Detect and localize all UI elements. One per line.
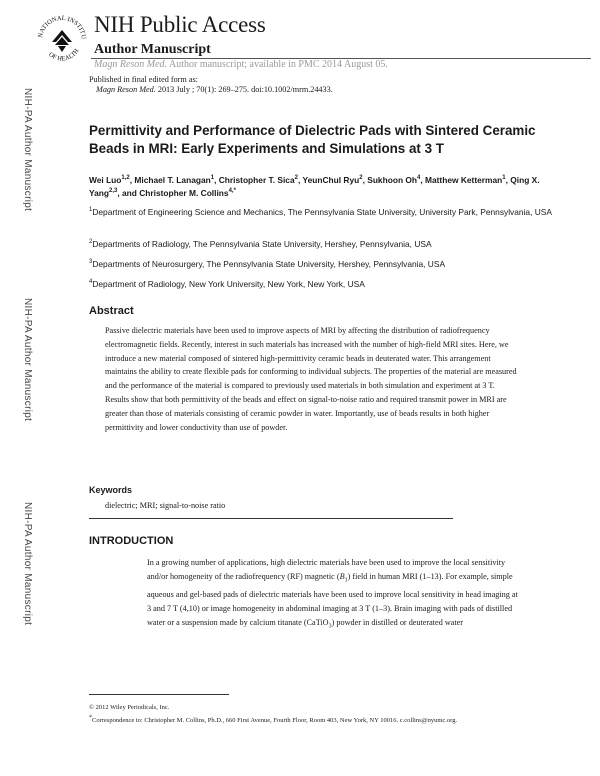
affiliation-3: $^3$Departments of Neurosurgery, The Pennsylvania State University, Hershey, Pennsylvania, USA (89, 259, 446, 269)
introduction-body: In a growing number of applications, high dielectric materials have been used to improve the local sensitivity and/or homogeneity of the radiofrequency (RF) magnetic $(B_1)$ field in human MRI (1–13). For example, simple aqueous and gel-based pads of dielectric materials have been used to improve local sensitivity in head imaging at 3 and 7 T (4,10) or image homogeneity in abdominal imaging at 3 T (1–3). Brain imaging with pads of distilled water or a suspension made by calcium titanate (CaTiO$_3$) powder in distilled or deuterated water (147, 558, 518, 630)
published-label: Published in final edited form as: (89, 75, 198, 84)
logo-text-of-health: OF HEALTH (47, 47, 81, 63)
logo-text-national: NATIONAL (37, 14, 66, 39)
author-list: Wei Luo$^{1,2}$, Michael T. Lanagan$^1$, Christopher T. Sica$^2$, YeunChul Ryu$^2$, Sukhoon Oh$^4$, Matthew Ketterman$^1$, Qing X. Yang$^{2,3}$, and Christopher M. Collins$^{4,*}$ (89, 175, 540, 198)
affiliation-4: $^4$Department of Radiology, New York University, New York, New York, USA (89, 279, 365, 289)
abstract-body: Passive dielectric materials have been used to improve aspects of MRI by affecting the distribution of radiofrequency electromagnetic fields. Recently, interest in such materials has increased with the number of high-field MRI sites. Here, we introduce a new material composed of sintered high-permittivity ceramic beads in deuterated water. This arrangement maintains the ability to create flexible pads for conforming to individual subjects. The properties of the material are measured and the performance of the material is compared to previously used materials in both simulation and experiment at 3 T. Results show that both permittivity of the beads and effect on signal-to-noise ratio and required transmit power in MRI are greater than those of materials consisting of ceramic powder in water. Importantly, use of beads results in both higher permittivity and lower conductivity than use of powder. (105, 326, 517, 432)
eagle-icon (52, 30, 72, 52)
abstract-heading: Abstract (89, 305, 134, 317)
svg-text:OF HEALTH (47, 47, 81, 62)
citation (96, 85, 333, 94)
correspondence-note: *Correspondence to: Christopher M. Collins, Ph.D., 660 First Avenue, Fourth Floor, Room 403, New York, NY 10016. c.collins@nyumc.org. (89, 714, 458, 724)
nih-public-access-title: NIH Public Access (94, 12, 266, 37)
side-label-top: NIH-PA Author Manuscript (22, 88, 33, 212)
availability-journal: Magn Reson Med. (94, 59, 168, 70)
availability-text: Author manuscript; available in PMC 2014 August 05. (169, 59, 388, 70)
logo-text-institutes: INSTITU (66, 15, 88, 40)
citation-journal: Magn Reson Med. (96, 85, 156, 94)
affiliation-1: $^1$Department of Engineering Science and Mechanics, The Pennsylvania State University, University Park, Pennsylvania, USA (89, 207, 552, 217)
copyright-note: © 2012 Wiley Periodicals, Inc. (89, 704, 170, 711)
footnote-divider (89, 694, 229, 695)
paper-title: Permittivity and Performance of Dielectric Pads with Sintered Ceramic Beads in MRI: Early Experiments and Simulations at 3 T (89, 123, 536, 156)
citation-details: 2013 July ; 70(1): 269–275. doi:10.1002/mrm.24433. (157, 85, 333, 94)
keywords-heading: Keywords (89, 485, 133, 495)
nih-logo (36, 6, 88, 68)
keywords-divider (89, 518, 453, 519)
side-label-bottom: NIH-PA Author Manuscript (22, 502, 33, 626)
introduction-heading: INTRODUCTION (89, 535, 174, 547)
side-label-middle: NIH-PA Author Manuscript (22, 298, 33, 422)
availability-note (94, 59, 388, 70)
affiliation-2: $^2$Departments of Radiology, The Pennsylvania State University, Hershey, Pennsylvania, USA (89, 239, 432, 249)
author-manuscript-label: Author Manuscript (94, 42, 211, 57)
keywords-list: dielectric; MRI; signal-to-noise ratio (105, 501, 226, 510)
